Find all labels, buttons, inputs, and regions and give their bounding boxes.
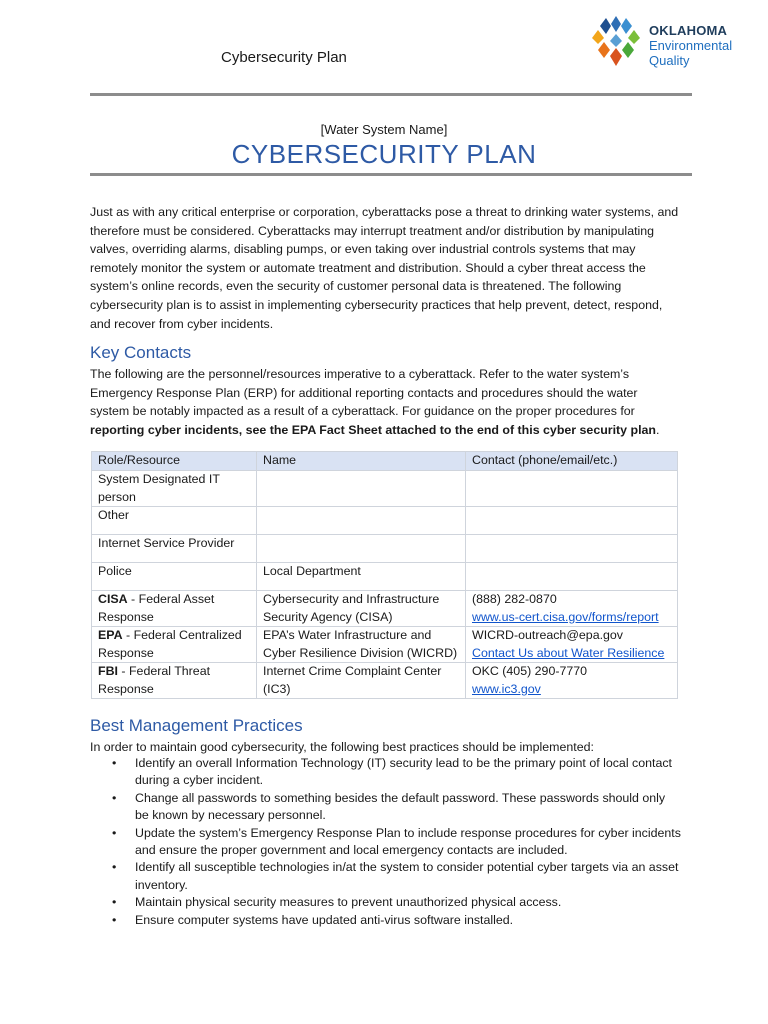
name-cell[interactable] — [257, 471, 466, 507]
contact-cell — [466, 591, 678, 627]
role-acronym: CISA — [98, 592, 128, 606]
bmp-intro: In order to maintain good cybersecurity, the following best practices should be implemented: — [90, 740, 594, 754]
contact-cell[interactable] — [466, 535, 678, 563]
table-row — [92, 535, 678, 563]
document-title: CYBERSECURITY PLAN — [231, 139, 537, 169]
table-row — [92, 663, 678, 699]
name-cell[interactable] — [257, 507, 466, 535]
table-row — [92, 471, 678, 507]
role-description: - Federal Asset Response — [98, 592, 215, 624]
header-title: Cybersecurity Plan — [221, 49, 347, 66]
role-cell — [92, 663, 257, 699]
key-contacts-intro-bold: reporting cyber incidents, see the EPA Fact Sheet attached to the end of this cyber security plan — [90, 422, 656, 437]
contact-phone: (888) 282-0870 — [472, 592, 557, 606]
list-item-text: Identify all susceptible technologies in/at the system to consider potential cyber targets via an asset inventory. — [135, 860, 679, 892]
contact-cell — [466, 627, 678, 663]
title-rule — [90, 173, 692, 176]
odeq-logo — [588, 14, 758, 70]
column-header-name: Name — [257, 452, 466, 471]
role-cell: Other — [92, 507, 257, 535]
key-contacts-heading: Key Contacts — [90, 343, 192, 362]
contact-link[interactable]: www.us-cert.cisa.gov/forms/report — [472, 609, 659, 624]
list-item — [90, 894, 682, 911]
column-header-contact: Contact (phone/email/etc.) — [466, 452, 678, 471]
table-row — [92, 507, 678, 535]
table-header-row — [92, 452, 678, 471]
contact-cell[interactable] — [466, 563, 678, 591]
list-item-text: Identify an overall Information Technology (IT) security lead to be the primary point of local contact during a cyber incident. — [135, 756, 672, 788]
contact-link[interactable]: Contact Us about Water Resilience — [472, 645, 665, 660]
name-cell[interactable] — [257, 535, 466, 563]
name-cell: Cybersecurity and Infrastructure Security Agency (CISA) — [257, 591, 466, 627]
contact-email: WICRD-outreach@epa.gov — [472, 628, 623, 642]
contact-cell — [466, 663, 678, 699]
list-item — [90, 912, 682, 929]
role-cell: Internet Service Provider — [92, 535, 257, 563]
contact-cell[interactable] — [466, 507, 678, 535]
list-item-text: Change all passwords to something besides the default password. These passwords should only be known by necessary personnel. — [135, 790, 666, 823]
bullet-icon: • — [112, 912, 117, 927]
logo-line-environmental: Environmental — [649, 38, 733, 53]
header-rule — [90, 93, 692, 96]
list-item — [90, 825, 682, 860]
contact-cell[interactable] — [466, 471, 678, 507]
water-system-name: [Water System Name] — [320, 122, 448, 137]
table-row — [92, 591, 678, 627]
bmp-list — [90, 755, 682, 929]
contact-link[interactable]: www.ic3.gov — [472, 681, 541, 696]
role-cell — [92, 591, 257, 627]
bullet-icon: • — [112, 825, 117, 840]
key-contacts-table — [91, 451, 678, 699]
bmp-heading: Best Management Practices — [90, 716, 303, 735]
list-item — [90, 755, 682, 790]
name-cell: EPA’s Water Infrastructure and Cyber Resilience Division (WICRD) — [257, 627, 466, 663]
column-header-role: Role/Resource — [92, 452, 257, 471]
role-cell: Police — [92, 563, 257, 591]
bullet-icon: • — [112, 790, 117, 805]
bullet-icon: • — [112, 860, 117, 875]
logo-line-oklahoma: OKLAHOMA — [649, 23, 728, 38]
list-item-text: Ensure computer systems have updated anti-virus software installed. — [135, 912, 514, 927]
list-item — [90, 859, 682, 894]
contact-phone: OKC (405) 290-7770 — [472, 664, 588, 678]
role-acronym: EPA — [98, 628, 123, 642]
role-description: - Federal Threat Response — [98, 664, 211, 696]
table-row — [92, 627, 678, 663]
key-contacts-intro-text: The following are the personnel/resources imperative to a cyberattack. Refer to the water system’s Emergency Response Plan (ERP) for additional reporting contacts and procedures should the water system be notably impacted as a result of a cyberattack. For guidance on the proper procedures for — [90, 367, 638, 419]
table-row — [92, 563, 678, 591]
intro-paragraph: Just as with any critical enterprise or corporation, cyberattacks pose a threat to drinking water systems, and therefore must be considered. Cyberattacks may interrupt treatment and/or distribution by manipulating valves, overriding alarms, disabling pumps, or even taking over industrial controls systems that may remotely monitor the system or automate treatment and distribution. Should a cyber threat access the system’s online records, even the security of customer personal data is threatened. The following cybersecurity plan is to assist in implementing cybersecurity practices that help prevent, detect, respond, and recover from cyber incidents. — [90, 205, 679, 331]
name-cell: Local Department — [257, 563, 466, 591]
role-description: - Federal Centralized Response — [98, 628, 242, 660]
list-item-text: Maintain physical security measures to prevent unauthorized physical access. — [135, 895, 562, 910]
list-item — [90, 790, 682, 825]
logo-line-quality: Quality — [649, 53, 690, 68]
odeq-logo-mark-icon — [588, 14, 644, 70]
name-cell: Internet Crime Complaint Center (IC3) — [257, 663, 466, 699]
role-cell — [92, 627, 257, 663]
key-contacts-intro — [90, 365, 680, 439]
key-contacts-intro-end: . — [655, 422, 660, 437]
role-cell: System Designated IT person — [92, 471, 257, 507]
list-item-text: Update the system’s Emergency Response Plan to include response procedures for cyber incidents and ensure the proper government and local emergency contacts are included. — [135, 825, 681, 858]
bullet-icon: • — [112, 756, 117, 770]
role-acronym: FBI — [98, 664, 118, 678]
bullet-icon: • — [112, 895, 117, 910]
